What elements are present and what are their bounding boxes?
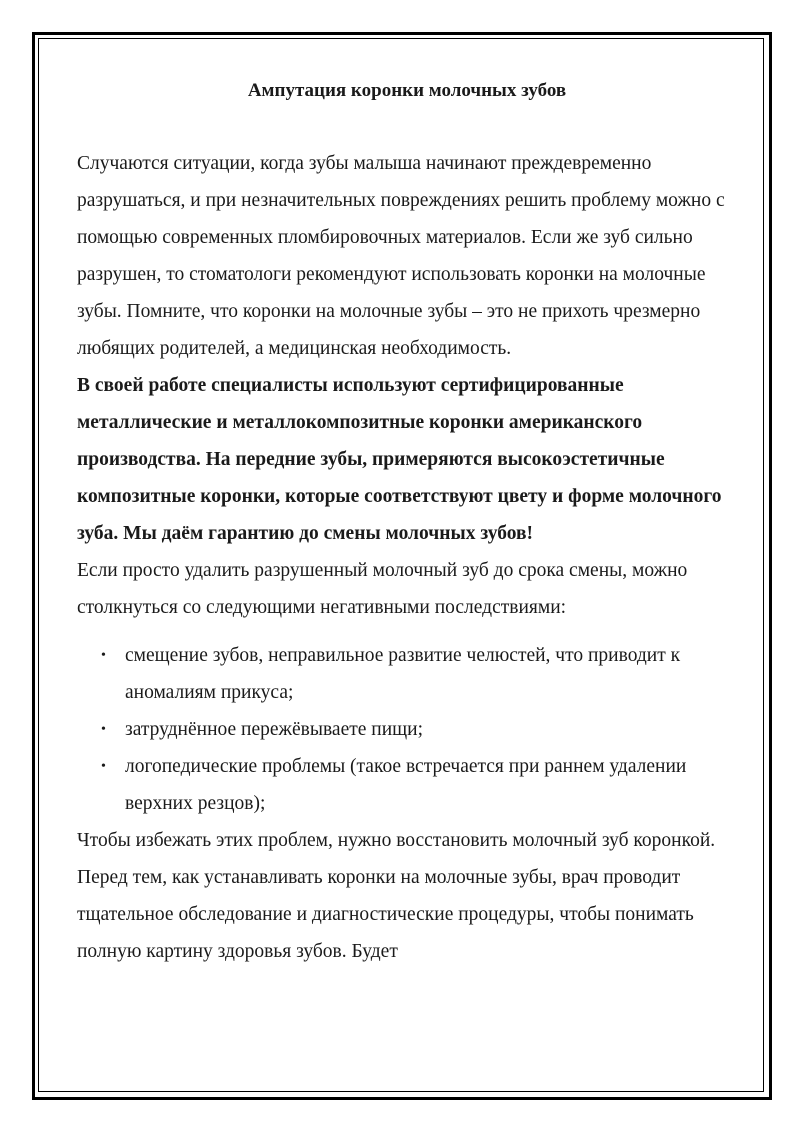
closing-paragraph: Чтобы избежать этих проблем, нужно восстановить молочный зуб коронкой. Перед тем, как устанавливать коронки на молочные зубы, врач проводит тщательное обследование и диагностические процедуры, чтобы понимать полную картину здоровья зубов. Будет <box>77 830 716 962</box>
list-item <box>101 711 737 748</box>
bullet-icon: • <box>101 648 106 663</box>
list-item-text: затруднённое пережёвываете пищи; <box>125 719 424 740</box>
consequences-intro-paragraph: Если просто удалить разрушенный молочный зуб до срока смены, можно столкнуться со следующими негативными последствиями: <box>77 560 688 618</box>
document-title: Ампутация коронки молочных зубов <box>247 80 567 101</box>
consequences-list <box>77 637 737 822</box>
intro-paragraph: Случаются ситуации, когда зубы малыша начинают преждевременно разрушаться, и при незначительных повреждениях решить проблему можно с помощью современных пломбировочных материалов. Если же зуб сильно разрушен, то стоматологи рекомендуют использовать коронки на молочные зубы. Помните, что коронки на молочные зубы – это не прихоть чрезмерно любящих родителей, а медицинская необходимость. <box>77 153 725 359</box>
bullet-icon: • <box>101 722 106 737</box>
document-body <box>77 72 737 970</box>
list-item-text: логопедические проблемы (такое встречается при раннем удалении верхних резцов); <box>125 756 687 814</box>
list-item-text: смещение зубов, неправильное развитие челюстей, что приводит к аномалиям прикуса; <box>125 645 681 703</box>
list-item <box>101 637 737 711</box>
bullet-icon: • <box>101 759 106 774</box>
bold-paragraph: В своей работе специалисты используют сертифицированные металлические и металлокомпозитные коронки американского производства. На передние зубы, примеряются высокоэстетичные композитные коронки, которые соответствуют цвету и форме молочного зуба. Мы даём гарантию до смены молочных зубов! <box>77 375 722 544</box>
list-item <box>101 748 737 822</box>
